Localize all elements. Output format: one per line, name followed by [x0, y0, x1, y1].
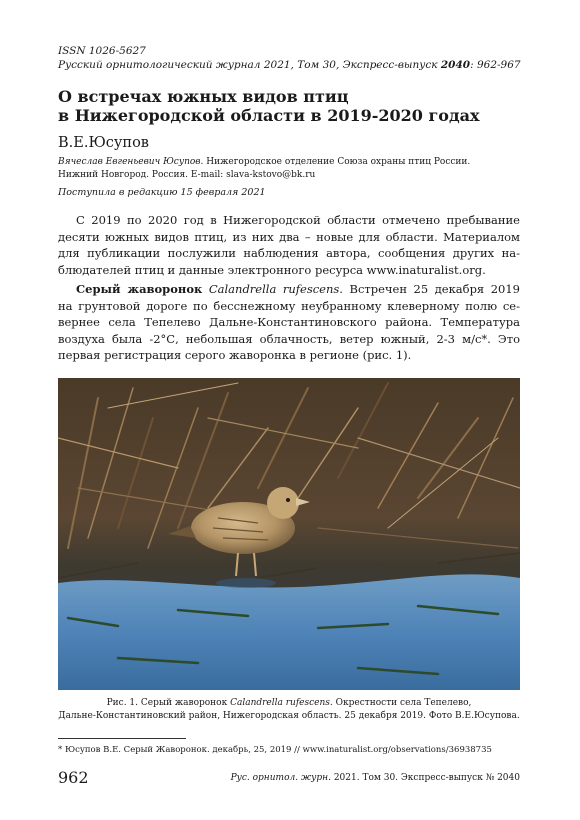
species-name-ru: Серый жаворонок — [76, 282, 203, 296]
title-line-2: в Нижегородской области в 2019-2020 годах — [58, 106, 480, 125]
photo-illustration — [58, 378, 520, 690]
species-line: воздуха была -2°С, небольшая облачность, ветер южный, 2-3 м/с*. Это — [58, 331, 520, 346]
caption-label: Рис. 1. Серый жаворонок — [106, 698, 231, 708]
page-range: : 962-967 — [470, 59, 521, 71]
intro-line: С 2019 по 2020 год в Нижегородской области отмечено пребывание — [76, 213, 520, 227]
intro-line: десяти южных видов птиц, из них два – новые для области. Материалом — [58, 229, 520, 244]
author: В.Е.Юсупов — [58, 135, 149, 151]
journal-header — [58, 44, 521, 72]
intro-line: для публикации послужили наблюдения автора, сообщения других на- — [58, 246, 520, 260]
footnote-rule — [58, 738, 186, 739]
article-title — [58, 87, 480, 125]
figure-caption — [58, 697, 520, 723]
species-line — [58, 281, 520, 298]
affiliation-org: . Нижегородское отделение Союза охраны птиц России. — [200, 157, 471, 167]
issn: ISSN 1026-5627 — [58, 45, 146, 57]
journal-name: Русский орнитологический журнал 2021, Том 30, Экспресс-выпуск — [58, 59, 441, 71]
intro-paragraph — [58, 212, 520, 278]
issue-number: 2040 — [440, 59, 471, 71]
page-number: 962 — [58, 768, 89, 787]
affiliation-address: Нижний Новгород. Россия. E-mail: slava-kstovo@bk.ru — [58, 170, 316, 180]
running-footer — [231, 773, 520, 783]
caption-line-2: Дальне-Константиновский район, Нижегородская область. 25 декабря 2019. Фото В.Е.Юсупова. — [58, 711, 520, 721]
species-line: на грунтовой дороге по бесснежному неубранному клеверному полю се- — [58, 298, 520, 313]
species-line: первая регистрация серого жаворонка в регионе (рис. 1). — [58, 348, 412, 362]
caption-latin: Calandrella rufescens — [230, 698, 330, 708]
caption-text: . Окрестности села Тепелево, — [329, 698, 472, 708]
lark-photo — [58, 378, 520, 690]
species-paragraph — [58, 281, 520, 364]
species-text: . Встречен 25 декабря 2019 — [339, 282, 520, 296]
footer-citation: 2021. Том 30. Экспресс-выпуск № 2040 — [330, 773, 520, 783]
intro-line: блюдателей птиц и данные электронного ресурса www.inaturalist.org. — [58, 262, 486, 277]
species-line: вернее села Тепелево Дальне-Константиновского района. Температура — [58, 315, 520, 329]
journal-abbrev: Рус. орнитол. журн. — [230, 773, 331, 783]
author-full-name: Вячеслав Евгеньевич Юсупов — [58, 157, 201, 167]
received-date: Поступила в редакцию 15 февраля 2021 — [58, 187, 266, 198]
affiliation — [58, 156, 470, 182]
footnote: * Юсупов В.Е. Серый Жаворонок. декабрь, 25, 2019 // www.inaturalist.org/observations/36938735 — [58, 745, 492, 755]
species-name-latin: Calandrella rufescens — [208, 282, 340, 296]
title-line-1: О встречах южных видов птиц — [58, 87, 349, 106]
